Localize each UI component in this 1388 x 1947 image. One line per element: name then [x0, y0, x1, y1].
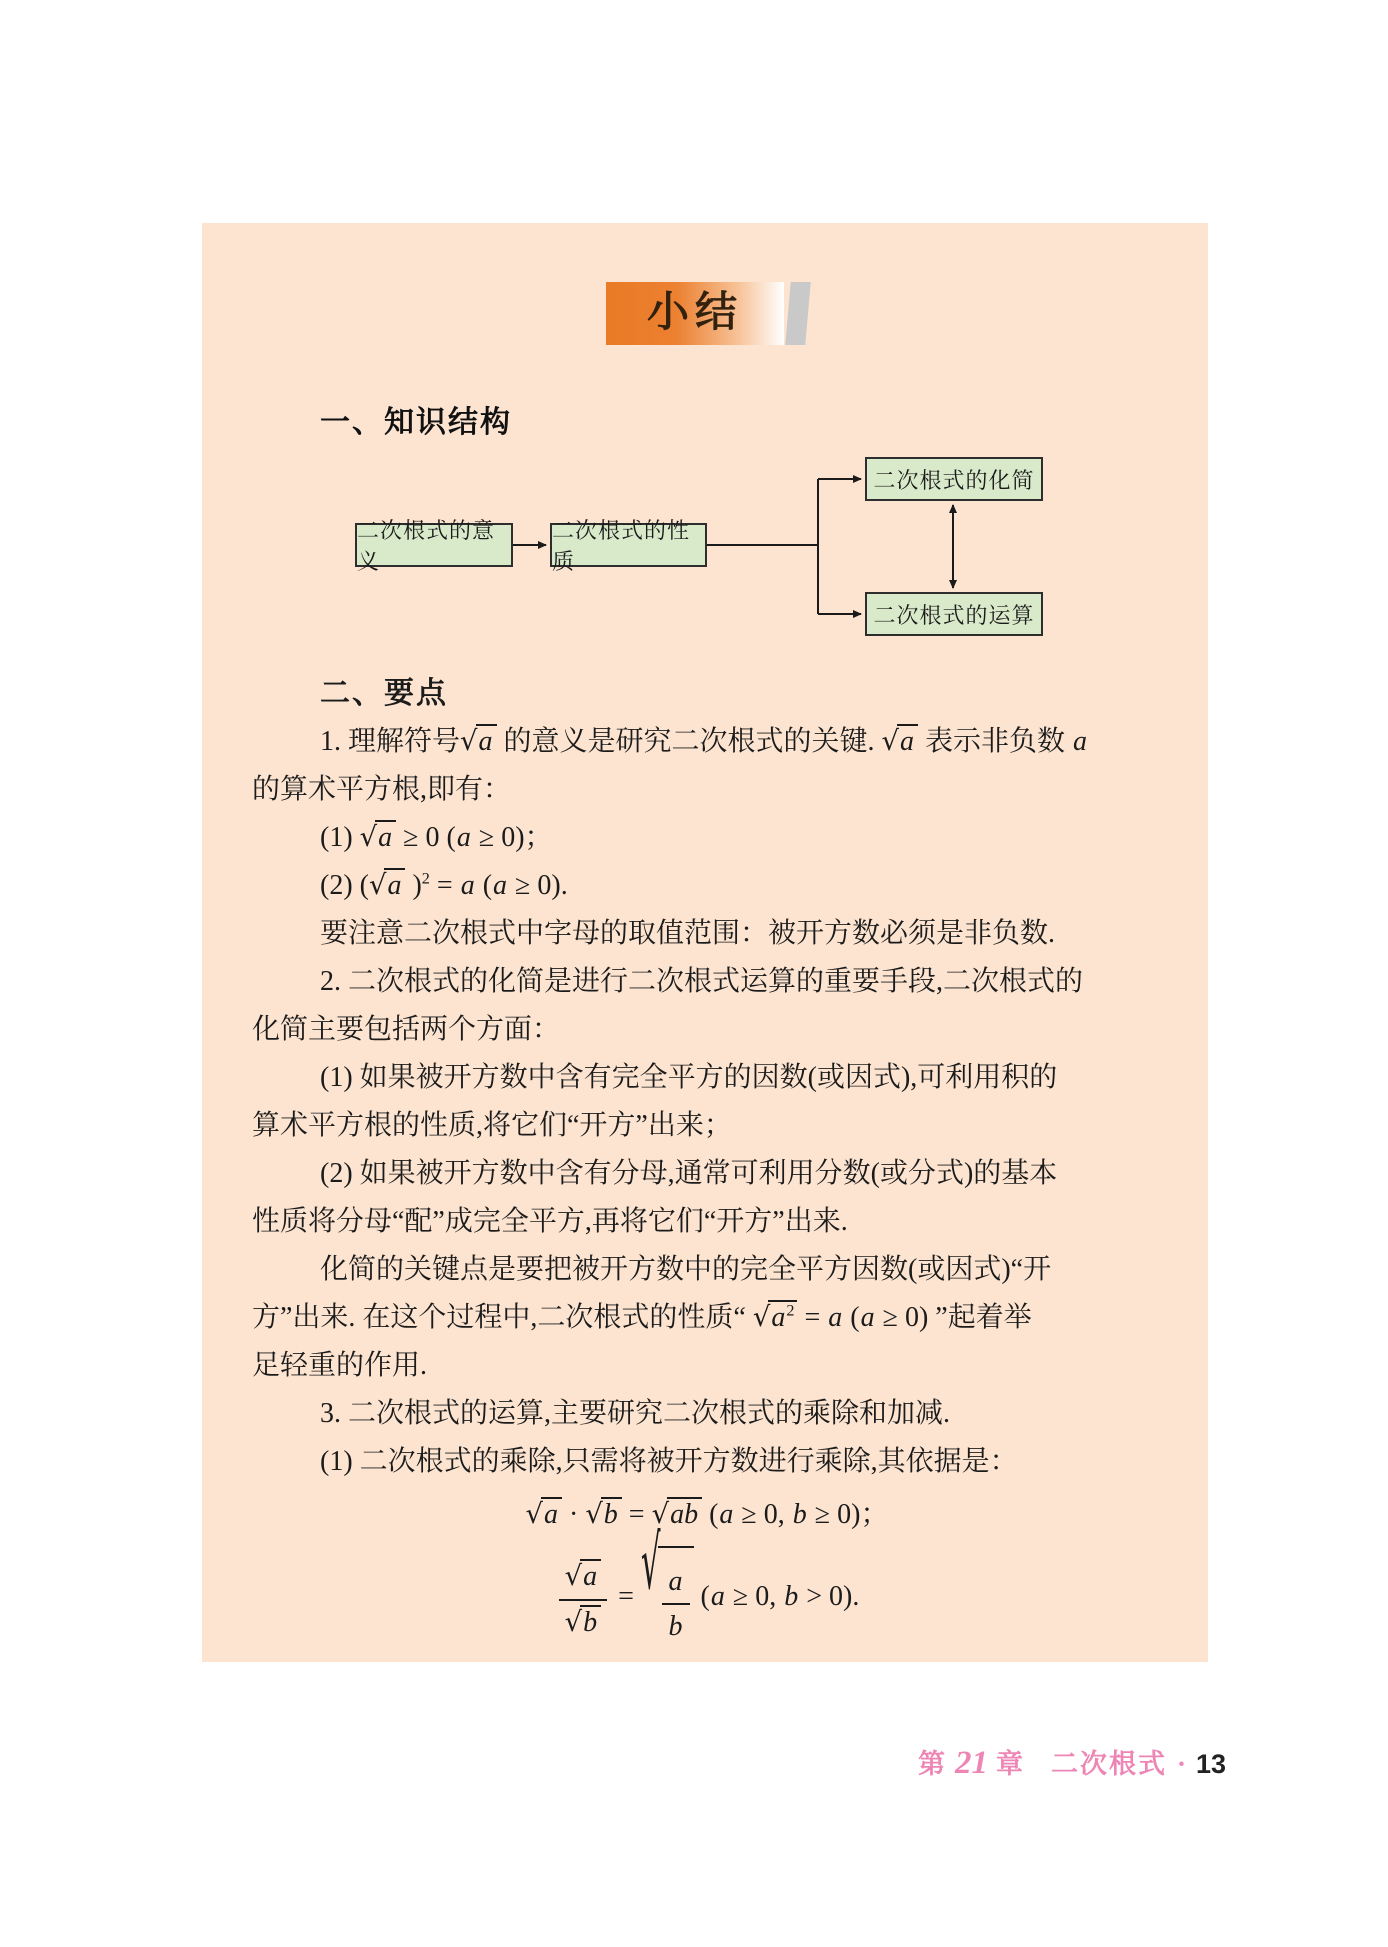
diagram-connectors	[202, 223, 1208, 683]
math-variable: a	[478, 726, 493, 757]
text-line	[252, 1342, 1162, 1390]
radicand	[658, 1546, 694, 1653]
body-lines	[252, 718, 1162, 1648]
radical-sign: √	[359, 822, 378, 853]
math-variable: a	[583, 1561, 598, 1593]
text-run: 化简主要包括两个方面：	[252, 1014, 561, 1045]
text-line	[252, 1294, 1162, 1342]
content-panel	[202, 223, 1208, 1662]
math-variable: a	[900, 726, 914, 757]
text-run: =	[621, 1499, 652, 1530]
text-run: (2) (	[320, 870, 369, 901]
text-line	[252, 1150, 1162, 1198]
text-run: ≥ 0).	[508, 870, 568, 901]
math-variable: ab	[670, 1499, 699, 1530]
radical-sign: √	[881, 726, 899, 757]
text-run: > 0).	[799, 1580, 860, 1612]
math-variable: a	[378, 822, 393, 853]
fraction-numerator	[662, 1562, 690, 1605]
page-number: 13	[1196, 1749, 1227, 1779]
sqrt-expression	[585, 1486, 621, 1544]
fraction-denominator	[662, 1605, 690, 1644]
math-variable: b	[668, 1610, 683, 1642]
text-line	[252, 910, 1162, 958]
text-run: (1)	[320, 822, 360, 853]
diagram-box-simplify: 二次根式的化简	[865, 457, 1043, 501]
math-variable: a	[387, 870, 402, 901]
radicand	[580, 1605, 601, 1638]
text-run: (	[843, 1302, 860, 1333]
diagram-box-operation: 二次根式的运算	[865, 592, 1043, 636]
diagram-box-meaning: 二次根式的意义	[355, 523, 513, 567]
text-run: (2) 如果被开方数中含有分母,通常可利用分数(或分式)的基本	[320, 1158, 1058, 1189]
fraction-numerator	[559, 1557, 607, 1600]
text-run: (1) 二次根式的乘除,只需将被开方数进行乘除,其依据是：	[320, 1446, 1018, 1477]
radical-sign: √	[585, 1499, 603, 1530]
sqrt-expression	[565, 1605, 601, 1640]
text-run: ≥ 0) ”起着举	[875, 1302, 1032, 1333]
math-variable: a	[719, 1499, 734, 1530]
math-variable: b	[603, 1499, 618, 1530]
text-run: ≥ 0)；	[807, 1499, 889, 1530]
radicand	[384, 868, 405, 901]
text-line	[252, 814, 1162, 862]
text-run: ≥ 0,	[734, 1499, 792, 1530]
math-variable: b	[583, 1606, 598, 1638]
text-line	[252, 718, 1162, 766]
text-run: 方”出来. 在这个过程中,二次根式的性质“	[252, 1302, 753, 1333]
math-variable: a	[543, 1499, 558, 1530]
text-line	[252, 1006, 1162, 1054]
text-run: 足轻重的作用.	[252, 1350, 428, 1381]
math-variable: a	[668, 1565, 683, 1597]
text-run: 化简的关键点是要把被开方数中的完全平方因数(或因式)“开	[320, 1254, 1052, 1285]
radicand	[375, 820, 396, 853]
math-variable: a	[460, 870, 475, 901]
sqrt-expression	[369, 862, 405, 910]
radical-sign: √	[368, 870, 387, 901]
sqrt-expression	[565, 1559, 601, 1594]
radical-sign: √	[651, 1499, 670, 1530]
sqrt-expression	[753, 1294, 798, 1342]
text-line	[252, 766, 1162, 814]
key-points-section	[252, 670, 1162, 1648]
radicand	[476, 724, 497, 757]
exponent: 2	[421, 869, 430, 888]
text-run: =	[797, 1302, 828, 1333]
chapter-suffix: 章	[996, 1749, 1025, 1779]
footer-separator: ·	[1177, 1749, 1187, 1779]
chapter-number: 21	[955, 1745, 988, 1781]
text-run: (	[475, 870, 493, 901]
chapter-title: 二次根式	[1051, 1749, 1167, 1779]
math-variable: a	[828, 1302, 843, 1333]
math-variable: a	[710, 1580, 725, 1612]
text-line	[252, 1246, 1162, 1294]
math-variable: a	[1073, 726, 1088, 757]
text-run: ≥ 0)；	[471, 822, 553, 853]
math-variable: a	[456, 822, 471, 853]
radical-sign: √	[640, 1520, 661, 1608]
math-variable: a	[493, 870, 508, 901]
text-run: =	[611, 1580, 641, 1612]
math-variable: b	[792, 1499, 807, 1530]
radical-sign: √	[525, 1499, 543, 1530]
sqrt-expression	[882, 718, 918, 766]
text-run: (	[702, 1499, 719, 1530]
radical-sign: √	[564, 1606, 583, 1638]
fraction	[559, 1557, 607, 1640]
radicand	[667, 1497, 702, 1530]
radical-sign: √	[460, 726, 478, 757]
sqrt-expression	[460, 718, 496, 766]
text-run: 3. 二次根式的运算,主要研究二次根式的乘除和加减.	[320, 1398, 951, 1429]
diagram-box-property: 二次根式的性质	[550, 523, 707, 567]
radical-sign: √	[564, 1561, 583, 1593]
text-run: 的算术平方根,即有：	[252, 774, 512, 805]
radicand	[601, 1497, 622, 1530]
text-run: ≥ 0 (	[396, 822, 456, 853]
text-line	[252, 1054, 1162, 1102]
text-run: 的意义是研究二次根式的关键.	[496, 726, 882, 757]
text-run: =	[429, 870, 460, 901]
text-line	[252, 1198, 1162, 1246]
text-line	[252, 958, 1162, 1006]
heading-knowledge-structure: 一、知识结构	[320, 406, 512, 439]
text-line	[252, 1486, 1162, 1544]
text-run: (1) 如果被开方数中含有完全平方的因数(或因式),可利用积的	[320, 1062, 1058, 1093]
text-run: 算术平方根的性质,将它们“开方”出来；	[252, 1110, 732, 1141]
chapter-prefix: 第	[918, 1749, 947, 1779]
text-line	[252, 1390, 1162, 1438]
text-run: 表示非负数	[918, 726, 1073, 757]
text-run: 1. 理解符号	[320, 726, 461, 757]
math-variable: a	[860, 1302, 875, 1333]
radicand	[580, 1559, 601, 1592]
text-line	[252, 1520, 1162, 1648]
page-footer	[918, 1742, 1226, 1782]
radicand	[541, 1497, 562, 1530]
text-run: ·	[561, 1499, 586, 1530]
text-run: )	[405, 870, 422, 901]
text-run: 2. 二次根式的化简是进行二次根式运算的重要手段,二次根式的	[320, 966, 1084, 997]
heading-key-points: 二、要点	[320, 677, 448, 710]
fraction-denominator	[559, 1601, 607, 1640]
exponent: 2	[786, 1301, 795, 1320]
radical-sign: √	[752, 1302, 771, 1333]
radicand	[897, 724, 918, 757]
text-run: ≥ 0,	[725, 1580, 784, 1612]
text-line	[252, 1102, 1162, 1150]
big-radical-fraction	[640, 1520, 694, 1653]
math-variable: b	[784, 1580, 799, 1612]
text-line	[252, 862, 1162, 910]
radicand	[768, 1300, 797, 1333]
text-run: 要注意二次根式中字母的取值范围：被开方数必须是非负数.	[320, 918, 1056, 949]
sqrt-expression	[360, 814, 396, 862]
text-line	[252, 1438, 1162, 1486]
fraction	[662, 1562, 690, 1644]
math-variable: a	[771, 1302, 786, 1333]
text-run: 性质将分母“配”成完全平方,再将它们“开方”出来.	[252, 1206, 848, 1237]
sqrt-expression	[526, 1486, 562, 1544]
summary-badge: 小结	[606, 282, 784, 345]
text-run: (	[693, 1580, 710, 1612]
